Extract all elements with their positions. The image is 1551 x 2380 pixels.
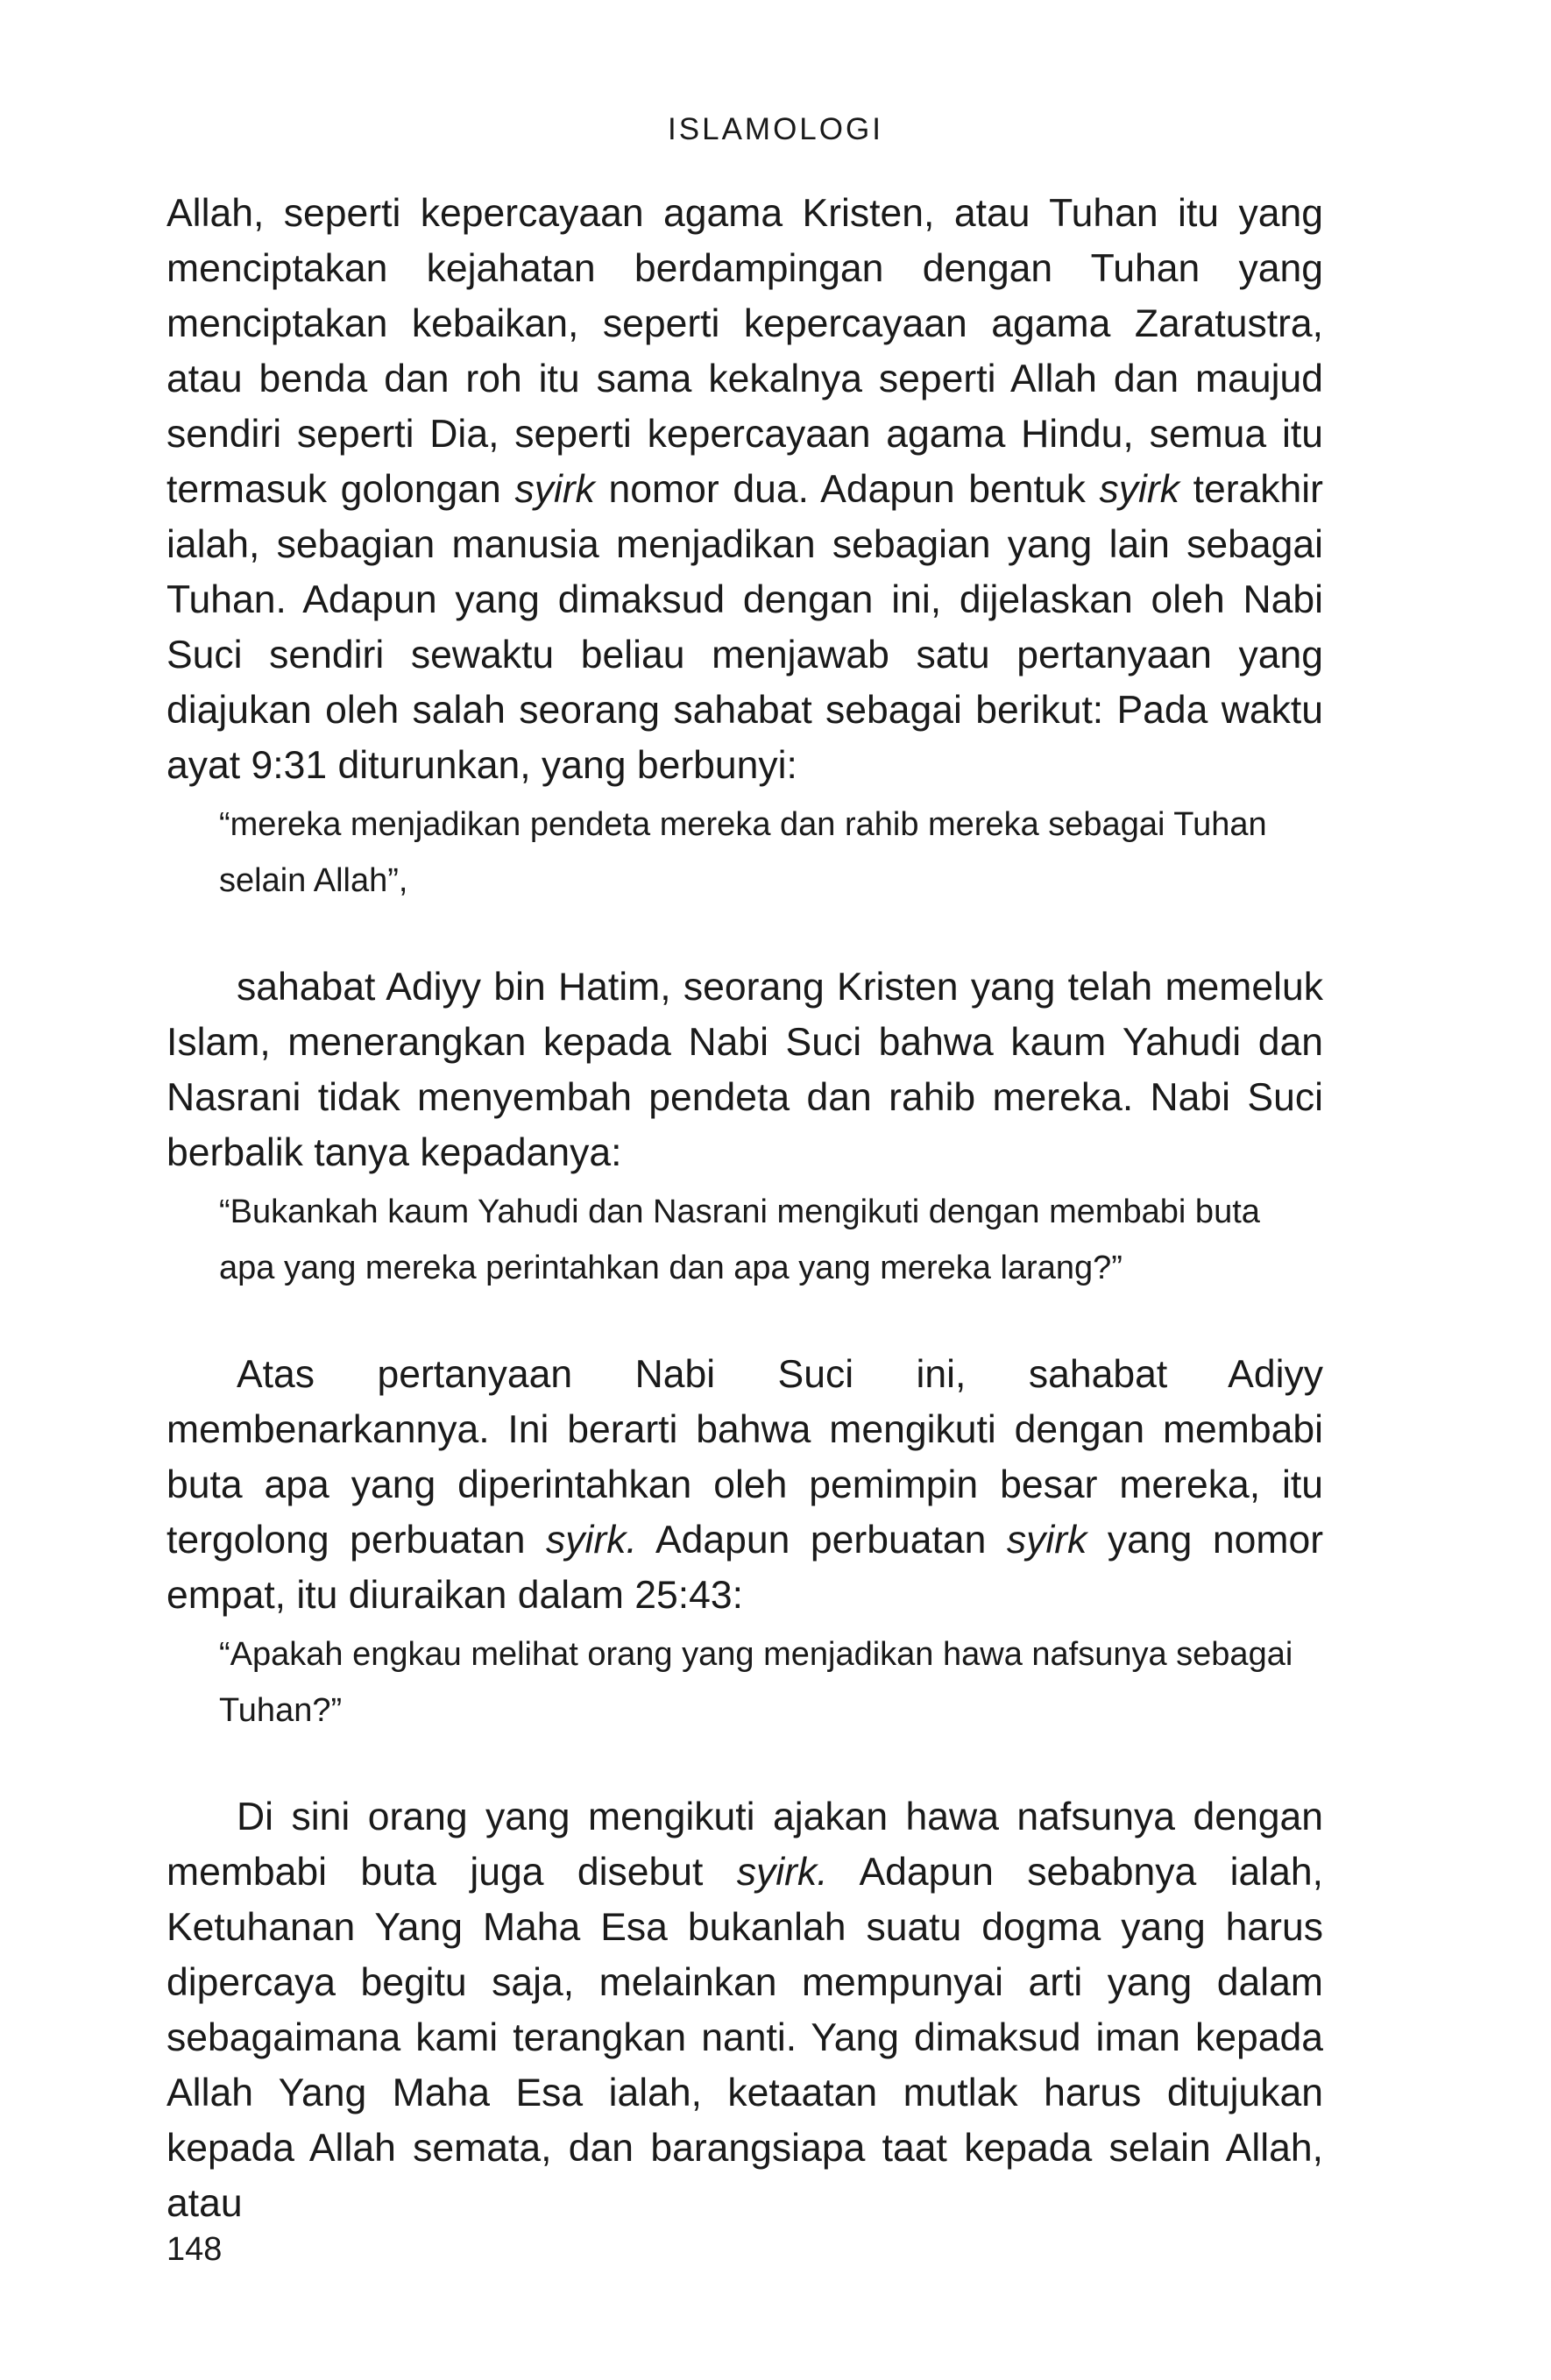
spacer: [166, 909, 1323, 960]
spacer: [166, 1296, 1323, 1347]
paragraph-4: Di sini orang yang mengikuti ajakan hawa nafsunya dengan membabi buta juga disebut syirk. Adapun sebabnya ialah, Ketuhanan Yang Maha Esa bukanlah suatu dogma yang harus dipercaya begitu saja, melainkan mempunyai arti yang dalam sebagaimana kami terangkan nanti. Yang dimaksud iman kepada Allah Yang Maha Esa ialah, ketaatan mutlak harus ditujukan kepada Allah semata, dan barangsiapa taat kepada selain Allah, atau: [166, 1796, 1324, 2225]
running-header: ISLAMOLOGI: [668, 112, 883, 146]
block-quote-3: “Apakah engkau melihat orang yang menjadikan hawa nafsunya sebagai Tuhan?”: [219, 1636, 1293, 1729]
paragraph-1: Allah, seperti kepercayaan agama Kristen, atau Tuhan itu yang menciptakan kejahatan berdampingan dengan Tuhan yang menciptakan kebaikan, seperti kepercayaan agama Zaratustra, atau benda dan roh itu sama kekalnya seperti Allah dan maujud sendiri seperti Dia, seperti kepercayaan agama Hindu, semua itu termasuk golongan syirk nomor dua. Adapun bentuk syirk terakhir ialah, sebagian manusia menjadikan sebagian yang lain sebagai Tuhan. Adapun yang dimaksud dengan ini, dijelaskan oleh Nabi Suci sendiri sewaktu beliau menjawab satu pertanyaan yang diajukan oleh salah seorang sahabat sebagai berikut: Pada waktu ayat 9:31 diturunkan, yang berbunyi:: [166, 192, 1324, 787]
block-quote-2: “Bukankah kaum Yahudi dan Nasrani mengikuti dengan membabi buta apa yang mereka perintahkan dan apa yang mereka larang?”: [219, 1194, 1260, 1286]
page-number: 148: [166, 2231, 223, 2268]
paragraph-2: sahabat Adiyy bin Hatim, seorang Kristen yang telah memeluk Islam, menerangkan kepada Nabi Suci bahwa kaum Yahudi dan Nasrani tidak menyembah pendeta dan rahib mereka. Nabi Suci berbalik tanya kepadanya:: [166, 966, 1323, 1174]
paragraph-3: Atas pertanyaan Nabi Suci ini, sahabat Adiyy membenarkannya. Ini berarti bahwa mengikuti dengan membabi buta apa yang diperintahkan oleh pemimpin besar mereka, itu tergolong perbuatan syirk. Adapun perbuatan syirk yang nomor empat, itu diuraikan dalam 25:43:: [166, 1353, 1324, 1617]
page-body: [166, 186, 1323, 2231]
block-quote-1: “mereka menjadikan pendeta mereka dan rahib mereka sebagai Tuhan selain Allah”,: [219, 806, 1267, 899]
spacer: [166, 1739, 1323, 1789]
